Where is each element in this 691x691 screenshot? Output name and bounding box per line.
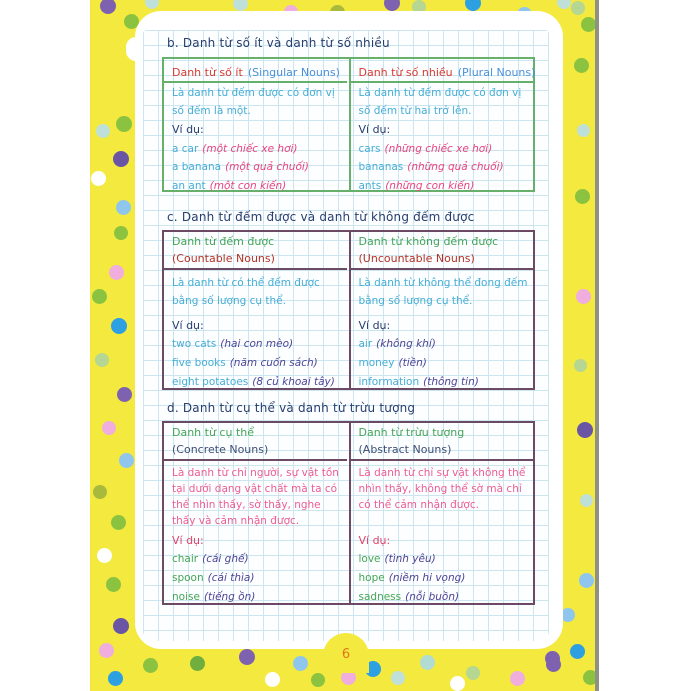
example-item	[172, 354, 347, 373]
example-vi: (tiếng ồn)	[203, 591, 256, 603]
column-description: Là danh từ có thể đếm được bằng số lượng cụ thể.	[172, 277, 320, 307]
example-item	[172, 588, 347, 607]
polka-dot	[145, 0, 159, 9]
example-vi: (nỗi buồn)	[405, 591, 460, 603]
polka-dot	[109, 265, 124, 280]
polka-dot	[420, 655, 435, 670]
table-column-plural	[349, 59, 534, 190]
column-description: Là danh từ đếm được có đơn vị số đếm từ hai trở lên.	[358, 87, 522, 117]
example-item	[172, 335, 347, 354]
example-label: Ví dụ:	[172, 534, 204, 547]
example-vi: (tiền)	[398, 357, 427, 369]
polka-dot	[570, 644, 585, 659]
example-vi: (không khí)	[376, 338, 436, 350]
column-description: Là danh từ đếm được có đơn vị số đếm là một.	[172, 87, 335, 117]
polka-dot	[577, 422, 593, 438]
column-description: Là danh từ chỉ người, sự vật tồn tại dưới dạng vật chất mà ta có thể nhìn thấy, sờ thấy, nghe thấy và cảm nhận được.	[172, 467, 339, 527]
polka-dot	[100, 0, 116, 14]
polka-dot	[91, 171, 106, 186]
polka-dot	[113, 151, 129, 167]
example-en: a banana	[172, 161, 222, 173]
book-edge-shadow	[595, 0, 599, 691]
notebook-page	[135, 11, 563, 649]
example-item	[359, 158, 534, 177]
example-list	[359, 314, 534, 392]
polka-dot	[102, 421, 116, 435]
polka-dot	[93, 485, 107, 499]
column-title: Danh từ cụ thể	[172, 426, 255, 439]
table-column-abstract	[349, 423, 534, 603]
column-title: Danh từ trừu tượng	[358, 426, 465, 439]
example-item	[172, 140, 347, 159]
section-d-heading: d. Danh từ cụ thể và danh từ trừu tượng	[167, 401, 416, 415]
example-item	[359, 177, 534, 196]
countable-uncountable-table	[162, 230, 535, 390]
example-list	[172, 527, 347, 607]
column-description: Là danh từ chỉ sự vật không thể nhìn thấy, không thể sờ mà chỉ có thể cảm nhận được.	[358, 467, 526, 511]
example-vi: (8 củ khoai tây)	[252, 376, 335, 388]
example-label: Ví dụ:	[172, 319, 204, 332]
example-vi: (hai con mèo)	[220, 338, 294, 350]
example-item	[172, 177, 347, 196]
polka-dot	[108, 671, 123, 686]
example-en: two cats	[172, 338, 217, 350]
polka-dot	[96, 124, 110, 138]
section-c-heading: c. Danh từ đếm được và danh từ không đếm được	[167, 210, 475, 224]
page-number-tab	[323, 633, 369, 673]
example-en: an ant	[172, 179, 206, 192]
example-en: information	[358, 376, 420, 388]
example-en: bananas	[358, 161, 404, 173]
example-vi: (một con kiến)	[209, 179, 287, 192]
column-title: Danh từ đếm được	[172, 235, 275, 248]
column-header	[164, 59, 347, 83]
polka-dot	[466, 666, 480, 680]
example-item	[359, 140, 534, 159]
polka-dot	[545, 651, 560, 666]
example-en: noise	[172, 591, 200, 603]
column-header	[351, 232, 534, 270]
example-list	[359, 527, 534, 607]
example-item	[359, 335, 534, 354]
polka-dot	[92, 289, 107, 304]
grid-paper	[143, 30, 549, 641]
polka-dot	[95, 353, 109, 367]
column-subtitle: (Concrete Nouns)	[172, 443, 269, 456]
example-item	[359, 354, 534, 373]
polka-dot	[311, 673, 325, 687]
example-en: eight potatoes	[172, 376, 249, 388]
polka-dot	[97, 548, 112, 563]
polka-dot	[233, 0, 248, 11]
example-en: air	[358, 338, 373, 350]
example-vi: (tình yêu)	[384, 553, 436, 565]
example-vi: (một quả chuối)	[225, 161, 309, 173]
column-subtitle: (Countable Nouns)	[172, 252, 275, 265]
table-column-singular	[164, 59, 347, 190]
polka-dot	[113, 618, 129, 634]
example-vi: (năm cuốn sách)	[229, 357, 318, 369]
polka-dot	[574, 359, 587, 372]
page-number: 6	[341, 646, 351, 662]
example-en: chair	[172, 553, 199, 565]
example-item	[359, 588, 534, 607]
example-label: Ví dụ:	[358, 534, 391, 547]
example-item	[359, 569, 534, 588]
example-en: hope	[358, 572, 385, 584]
polka-dot	[577, 124, 590, 137]
column-header	[164, 232, 347, 270]
column-subtitle: (Abstract Nouns)	[358, 443, 452, 456]
polka-dot	[576, 289, 591, 304]
example-list	[359, 119, 534, 195]
polka-dot	[391, 671, 405, 685]
column-header	[351, 423, 534, 461]
polka-dot	[119, 453, 134, 468]
example-en: spoon	[172, 572, 204, 584]
polka-dot	[293, 656, 308, 671]
example-en: love	[358, 553, 381, 565]
polka-dot	[580, 494, 593, 507]
polka-dot	[557, 0, 571, 9]
column-header	[351, 59, 534, 83]
polka-dot	[111, 318, 127, 334]
example-list	[172, 119, 347, 195]
example-label: Ví dụ:	[358, 123, 391, 136]
column-subtitle: (Uncountable Nouns)	[358, 252, 475, 265]
polka-dot	[111, 515, 126, 530]
polka-dot	[265, 672, 280, 687]
polka-dot	[579, 573, 594, 588]
example-vi: (cái thìa)	[207, 572, 255, 584]
polka-dot	[581, 17, 596, 32]
polka-dot	[583, 670, 596, 685]
example-item	[172, 550, 347, 569]
example-vi: (những quả chuối)	[407, 161, 504, 173]
column-title: Danh từ không đếm được	[358, 235, 499, 248]
polka-dot	[116, 116, 132, 132]
polka-dot	[117, 387, 132, 402]
polka-dot	[450, 676, 465, 691]
polka-dot	[190, 656, 205, 671]
polka-dot	[571, 1, 585, 15]
concrete-abstract-table	[162, 421, 535, 605]
example-item	[359, 550, 534, 569]
singular-plural-table	[162, 57, 535, 192]
column-title: Danh từ số ít	[172, 65, 243, 79]
example-item	[172, 569, 347, 588]
polka-dot	[116, 200, 131, 215]
polka-dot	[561, 608, 575, 622]
example-vi: (cái ghế)	[202, 553, 249, 565]
column-header	[164, 423, 347, 461]
example-en: sadness	[358, 591, 402, 603]
section-b-heading: b. Danh từ số ít và danh từ số nhiều	[167, 36, 390, 50]
example-list	[172, 314, 347, 392]
polka-dot	[465, 0, 481, 11]
column-subtitle: (Plural Nouns)	[457, 65, 536, 79]
polka-dot	[575, 189, 590, 204]
polka-dot	[106, 577, 121, 592]
polka-dot	[143, 658, 158, 673]
table-column-uncountable	[349, 232, 534, 388]
example-item	[172, 158, 347, 177]
polka-dot	[239, 649, 255, 665]
table-column-countable	[164, 232, 347, 388]
example-vi: (những con kiến)	[385, 179, 475, 192]
example-item	[172, 373, 347, 392]
table-column-concrete	[164, 423, 347, 603]
polka-dot	[99, 643, 114, 658]
example-en: ants	[358, 179, 382, 192]
example-en: five books	[172, 357, 226, 369]
column-title: Danh từ số nhiều	[358, 65, 453, 79]
polka-dot	[510, 671, 525, 686]
column-subtitle: (Singular Nouns)	[247, 65, 340, 79]
example-label: Ví dụ:	[172, 123, 204, 136]
polka-dot	[384, 0, 400, 11]
example-vi: (thông tin)	[423, 376, 479, 388]
polka-dot	[574, 58, 589, 73]
example-item	[359, 373, 534, 392]
example-label: Ví dụ:	[358, 319, 391, 332]
polka-dot	[114, 226, 128, 240]
example-vi: (những chiếc xe hơi)	[384, 142, 493, 155]
example-vi: (niềm hi vọng)	[388, 572, 466, 584]
column-description: Là danh từ không thể đong đếm bằng số lượng cụ thể.	[358, 277, 528, 307]
example-en: cars	[358, 142, 381, 155]
example-vi: (một chiếc xe hơi)	[202, 142, 298, 155]
example-en: a car	[172, 142, 199, 155]
example-en: money	[358, 357, 395, 369]
